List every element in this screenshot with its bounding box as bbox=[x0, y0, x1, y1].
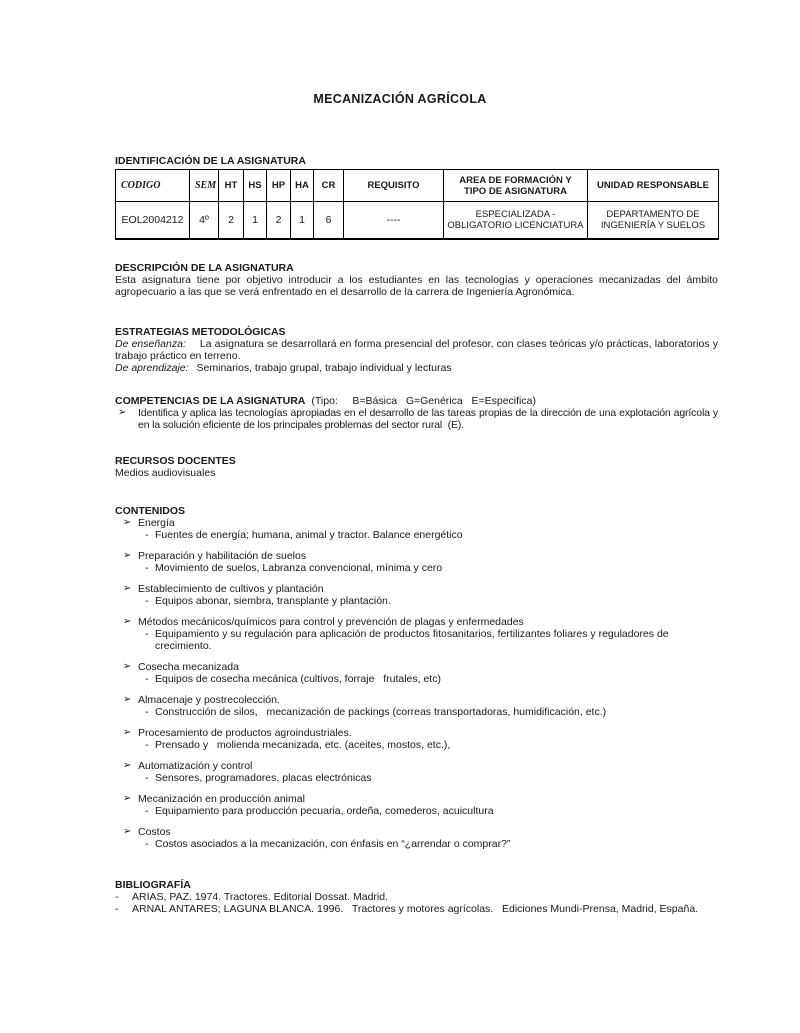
contenidos-item-sub bbox=[115, 739, 718, 751]
dash-bullet-icon: - bbox=[145, 627, 149, 640]
col-header-hp: HP bbox=[267, 170, 291, 202]
contenidos-item-sub-text: Costos asociados a la mecanización, con énfasis en “¿arrendar o comprar?” bbox=[155, 837, 511, 850]
competencias-bullet-text: Identifica y aplica las tecnologías apropiadas en el desarrollo de las tareas propias de la dirección de una explotación agrícola y en la solución eficiente de los principales problemas del sector rural (E). bbox=[138, 406, 721, 431]
arrow-bullet-icon: ➢ bbox=[123, 693, 132, 705]
dash-bullet-icon: - bbox=[115, 890, 119, 903]
contenidos-item-main bbox=[115, 793, 718, 805]
contenidos-item-main-text: Energía bbox=[138, 516, 175, 529]
arrow-bullet-icon: ➢ bbox=[123, 726, 132, 738]
document-body bbox=[115, 155, 721, 915]
dash-bullet-icon: - bbox=[145, 672, 149, 685]
competencias-tipo-legend: (Tipo: B=Básica G=Genérica E=Especifica) bbox=[311, 394, 536, 407]
contenidos-item-main-text: Almacenaje y postrecolección. bbox=[138, 693, 280, 706]
contenidos-item-main bbox=[115, 694, 718, 706]
contenidos-item-sub-text: Equipamiento para producción pecuaria, ordeña, comederos, acuicultura bbox=[155, 804, 494, 817]
section-heading-bibliografia: BIBLIOGRAFÍA bbox=[115, 878, 191, 891]
contenidos-item bbox=[115, 517, 718, 541]
contenidos-item bbox=[115, 694, 718, 718]
contenidos-item bbox=[115, 793, 718, 817]
contenidos-item-main bbox=[115, 661, 718, 673]
bibliografia-list bbox=[115, 891, 718, 915]
contenidos-item-sub-text: Equipamiento y su regulación para aplicación de productos fitosanitarios, fertilizantes foliares y reguladores de crecimiento. bbox=[155, 627, 672, 652]
col-header-cr: CR bbox=[314, 170, 344, 202]
arrow-bullet-icon: ➢ bbox=[123, 516, 132, 528]
contenidos-item-main bbox=[115, 517, 718, 529]
arrow-bullet-icon: ➢ bbox=[123, 549, 132, 561]
bibliografia-item bbox=[115, 891, 718, 903]
arrow-bullet-icon: ➢ bbox=[123, 825, 132, 837]
contenidos-item-main-text: Cosecha mecanizada bbox=[138, 660, 239, 673]
contenidos-item-sub bbox=[115, 805, 718, 817]
ensenanza-label: De enseñanza: bbox=[115, 337, 186, 350]
contenidos-item-main bbox=[115, 616, 718, 628]
contenidos-item bbox=[115, 550, 718, 574]
contenidos-item bbox=[115, 661, 718, 685]
arrow-bullet-icon: ➢ bbox=[123, 792, 132, 804]
dash-bullet-icon: - bbox=[145, 771, 149, 784]
identification-table bbox=[115, 169, 719, 240]
contenidos-item-sub bbox=[115, 529, 718, 541]
contenidos-item-sub bbox=[115, 838, 718, 850]
contenidos-item bbox=[115, 760, 718, 784]
cell-area-formacion: ESPECIALIZADA - OBLIGATORIO LICENCIATURA bbox=[444, 202, 588, 239]
contenidos-item-main bbox=[115, 727, 718, 739]
cell-unidad-responsable: DEPARTAMENTO DE INGENIERÍA Y SUELOS bbox=[588, 202, 719, 239]
contenidos-item-sub-text: Construcción de silos, mecanización de packings (correas transportadoras, humidificación, etc.) bbox=[155, 705, 607, 718]
aprendizaje-text: Seminarios, trabajo grupal, trabajo individual y lecturas bbox=[196, 361, 452, 374]
estrategias-aprendizaje bbox=[115, 362, 718, 374]
cell-codigo: EOL2004212 bbox=[116, 202, 190, 239]
contenidos-item-sub-text: Movimiento de suelos, Labranza convencional, mínima y cero bbox=[155, 561, 443, 574]
competencias-section bbox=[115, 394, 721, 431]
dash-bullet-icon: - bbox=[145, 594, 149, 607]
col-header-codigo: CODIGO bbox=[116, 170, 190, 202]
table-header-row bbox=[116, 170, 719, 202]
contenidos-item-sub bbox=[115, 595, 718, 607]
contenidos-item-sub bbox=[115, 673, 718, 685]
section-heading-competencias bbox=[115, 395, 718, 407]
competencias-bullet-item bbox=[115, 406, 721, 431]
dash-bullet-icon: - bbox=[145, 804, 149, 817]
competencias-heading-text: COMPETENCIAS DE LA ASIGNATURA bbox=[115, 394, 306, 407]
arrow-bullet-icon: ➢ bbox=[123, 759, 132, 771]
dash-bullet-icon: - bbox=[145, 528, 149, 541]
contenidos-item bbox=[115, 616, 718, 652]
contenidos-item-main-text: Mecanización en producción animal bbox=[138, 792, 305, 805]
descripcion-text: Esta asignatura tiene por objetivo introducir a los estudiantes en las tecnologías y operaciones mecanizadas del ámbito agropecuario a las que se verá enfrentado en el desarrollo de la carrera de Ingeniería Agronómica. bbox=[115, 273, 718, 298]
contenidos-item-main-text: Establecimiento de cultivos y plantación bbox=[138, 582, 324, 595]
contenidos-item-sub bbox=[115, 772, 718, 784]
contenidos-item-sub-text: Sensores, programadores, placas electrónicas bbox=[155, 771, 372, 784]
recursos-text: Medios audiovisuales bbox=[115, 466, 216, 479]
contenidos-item-main bbox=[115, 760, 718, 772]
contenidos-item-sub-text: Equipos de cosecha mecánica (cultivos, forraje frutales, etc) bbox=[155, 672, 441, 685]
bibliografia-item-text: ARNAL ANTARES; LAGUNA BLANCA. 1996. Tractores y motores agrícolas. Ediciones Mundi-Prensa, Madrid, España. bbox=[132, 902, 699, 915]
dash-bullet-icon: - bbox=[145, 738, 149, 751]
arrow-bullet-icon: ➢ bbox=[123, 660, 132, 672]
contenidos-item-sub bbox=[115, 706, 718, 718]
dash-bullet-icon: - bbox=[145, 561, 149, 574]
contenidos-item-sub bbox=[115, 562, 718, 574]
contenidos-list bbox=[115, 517, 718, 850]
dash-bullet-icon: - bbox=[145, 705, 149, 718]
contenidos-item-main bbox=[115, 550, 718, 562]
contenidos-item-sub-text: Equipos abonar, siembra, transplante y plantación. bbox=[155, 594, 391, 607]
cell-cr: 6 bbox=[314, 202, 344, 239]
contenidos-item bbox=[115, 727, 718, 751]
cell-hs: 1 bbox=[244, 202, 267, 239]
contenidos-item-main-text: Procesamiento de productos agroindustriales. bbox=[138, 726, 352, 739]
section-heading-descripcion: DESCRIPCIÓN DE LA ASIGNATURA bbox=[115, 261, 294, 274]
cell-ht: 2 bbox=[219, 202, 244, 239]
bibliografia-item-text: ARIAS, PAZ. 1974. Tractores. Editorial Dossat. Madrid. bbox=[132, 890, 388, 903]
contenidos-item-main-text: Preparación y habilitación de suelos bbox=[138, 549, 307, 562]
cell-sem: 4º bbox=[190, 202, 219, 239]
contenidos-item-main bbox=[115, 826, 718, 838]
ensenanza-text: La asignatura se desarrollará en forma presencial del profesor, con clases teóricas y/o prácticas, laboratorios y trabajo práctico en terreno. bbox=[115, 337, 718, 362]
col-header-hs: HS bbox=[244, 170, 267, 202]
contenidos-item-main bbox=[115, 583, 718, 595]
col-header-ht: HT bbox=[219, 170, 244, 202]
section-heading-identificacion: IDENTIFICACIÓN DE LA ASIGNATURA bbox=[115, 155, 306, 167]
arrow-bullet-icon: ➢ bbox=[118, 406, 127, 418]
contenidos-item-main-text: Automatización y control bbox=[138, 759, 253, 772]
arrow-bullet-icon: ➢ bbox=[123, 615, 132, 627]
dash-bullet-icon: - bbox=[145, 837, 149, 850]
contenidos-item-main-text: Métodos mecánicos/químicos para control y prevención de plagas y enfermedades bbox=[138, 615, 524, 628]
contenidos-item-sub bbox=[115, 628, 718, 652]
col-header-sem: SEM bbox=[190, 170, 219, 202]
contenidos-item-sub-text: Fuentes de energía; humana, animal y tractor. Balance energético bbox=[155, 528, 463, 541]
contenidos-item-main-text: Costos bbox=[138, 825, 171, 838]
col-header-area-formacion: AREA DE FORMACIÓN Y TIPO DE ASIGNATURA bbox=[444, 170, 588, 202]
page-title: MECANIZACIÓN AGRÍCOLA bbox=[313, 92, 487, 106]
contenidos-item bbox=[115, 826, 718, 850]
contenidos-item-sub-text: Prensado y molienda mecanizada, etc. (aceites, mostos, etc.), bbox=[155, 738, 451, 751]
col-header-ha: HA bbox=[291, 170, 314, 202]
cell-ha: 1 bbox=[291, 202, 314, 239]
section-heading-estrategias: ESTRATEGIAS METODOLÓGICAS bbox=[115, 325, 286, 338]
table-data-row bbox=[116, 202, 719, 239]
estrategias-ensenanza bbox=[115, 338, 718, 362]
bibliografia-item bbox=[115, 903, 718, 915]
cell-requisito: ---- bbox=[344, 202, 444, 239]
aprendizaje-label: De aprendizaje: bbox=[115, 361, 189, 374]
section-heading-recursos: RECURSOS DOCENTES bbox=[115, 454, 236, 467]
arrow-bullet-icon: ➢ bbox=[123, 582, 132, 594]
section-heading-contenidos: CONTENIDOS bbox=[115, 504, 186, 517]
cell-hp: 2 bbox=[267, 202, 291, 239]
col-header-requisito: REQUISITO bbox=[344, 170, 444, 202]
contenidos-item bbox=[115, 583, 718, 607]
col-header-unidad-responsable: UNIDAD RESPONSABLE bbox=[588, 170, 719, 202]
dash-bullet-icon: - bbox=[115, 902, 119, 915]
